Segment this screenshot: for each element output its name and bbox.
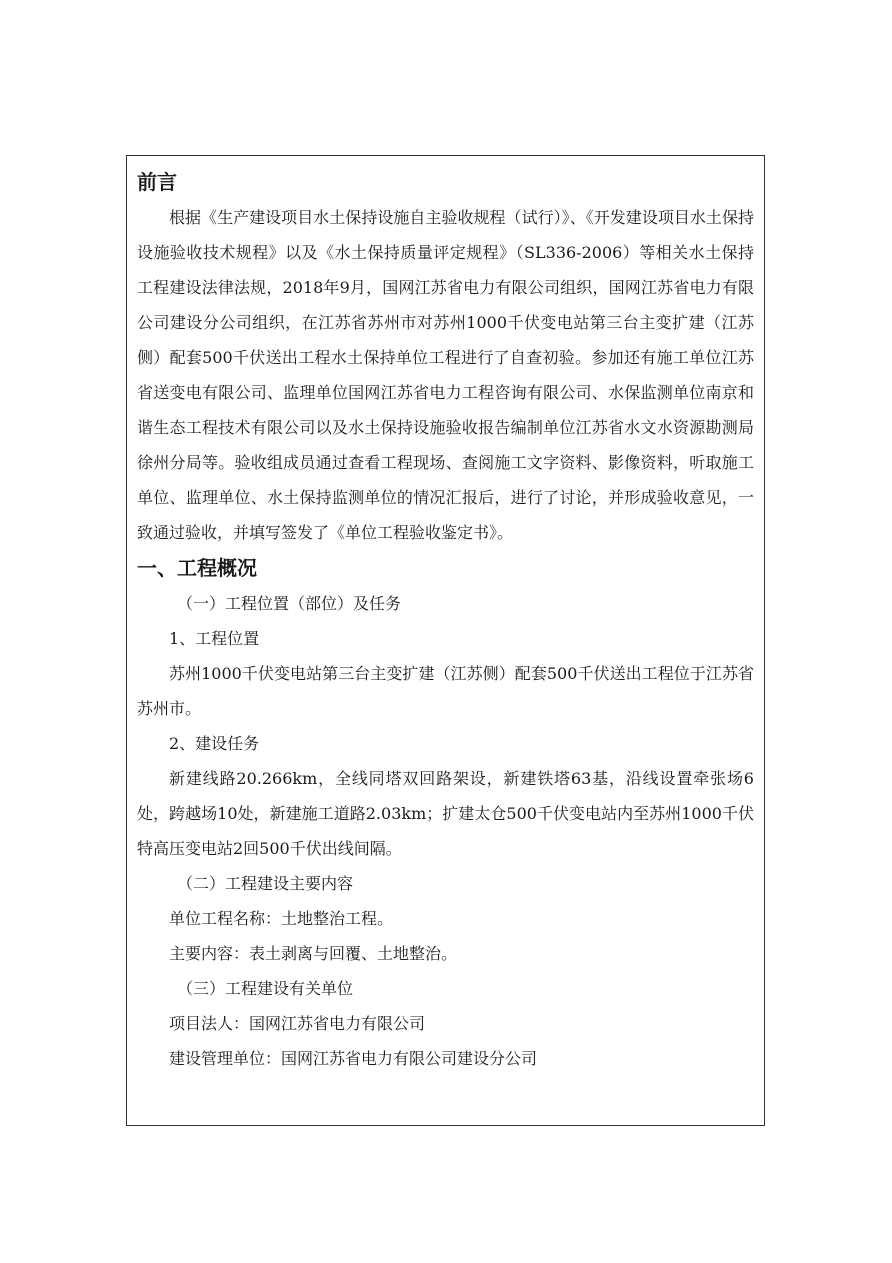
document-frame: [126, 155, 765, 1126]
item-tasks-title: 2、建设任务: [169, 734, 260, 753]
overview-heading: 一、工程概况: [137, 556, 257, 580]
main-content-line: 主要内容：表土剥离与回覆、土地整治。: [169, 944, 458, 963]
item-location-title: 1、工程位置: [169, 629, 260, 648]
subsection-main-content: （二）工程建设主要内容: [177, 874, 354, 893]
project-legal-person: 项目法人：国网江苏省电力有限公司: [169, 1014, 426, 1033]
construction-management-unit: 建设管理单位：国网江苏省电力有限公司建设分公司: [169, 1049, 538, 1068]
subsection-location-tasks: （一）工程位置（部位）及任务: [177, 594, 402, 613]
preface-paragraph: 根据《生产建设项目水土保持设施自主验收规程（试行）》、《开发建设项目水土保持设施验收技术规程》以及《水土保持质量评定规程》（SL336-2006）等相关水土保持工程建设法律法规，2018年9月，国网江苏省电力有限公司组织，国网江苏省电力有限公司建设分公司组织，在江苏省苏州市对苏州1000千伏变电站第三台主变扩建（江苏侧）配套500千伏送出工程水土保持单位工程进行了自查初验。参加还有施工单位江苏省送变电有限公司、监理单位国网江苏省电力工程咨询有限公司、水保监测单位南京和谐生态工程技术有限公司以及水土保持设施验收报告编制单位江苏省水文水资源勘测局徐州分局等。验收组成员通过查看工程现场、查阅施工文字资料、影像资料，听取施工单位、监理单位、水土保持监测单位的情况汇报后，进行了讨论，并形成验收意见，一致通过验收，并填写签发了《单位工程验收鉴定书》。: [137, 208, 754, 542]
preface-heading: 前言: [137, 170, 177, 194]
subsection-related-units: （三）工程建设有关单位: [177, 979, 354, 998]
item-location-text: 苏州1000千伏变电站第三台主变扩建（江苏侧）配套500千伏送出工程位于江苏省苏州市。: [137, 664, 754, 718]
document-content: [137, 164, 754, 1076]
unit-project-name: 单位工程名称：土地整治工程。: [169, 909, 394, 928]
item-tasks-text: 新建线路20.266km，全线同塔双回路架设，新建铁塔63基，沿线设置牵张场6处，跨越场10处，新建施工道路2.03km；扩建太仓500千伏变电站内至苏州1000千伏特高压变电站2回500千伏出线间隔。: [137, 769, 754, 858]
